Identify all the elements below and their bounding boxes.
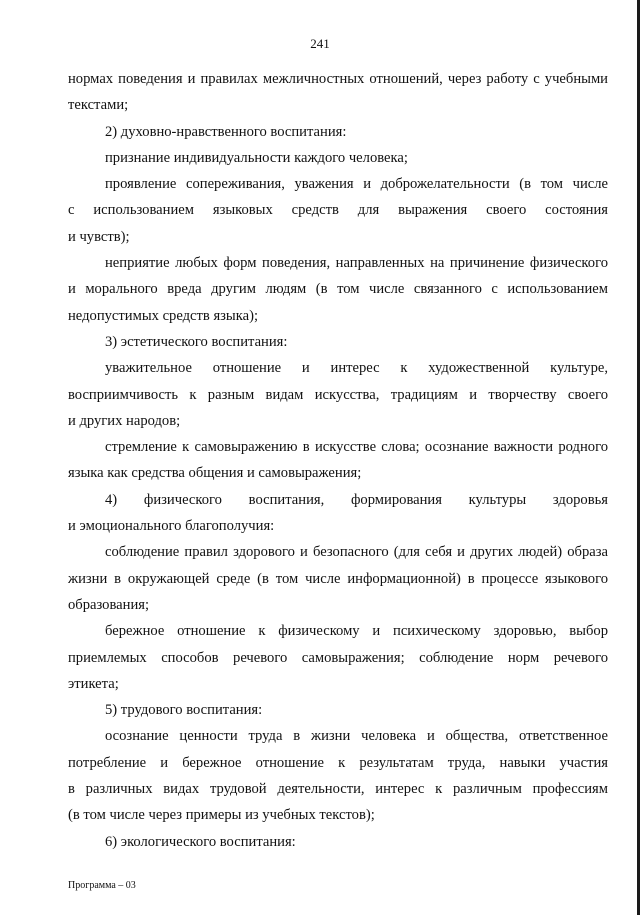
text-line: нормах поведения и правилах межличностных отношений, через работу с учебными (68, 71, 608, 87)
paragraph (68, 434, 608, 487)
paragraph (68, 539, 608, 618)
page-footer: Программа – 03 (68, 880, 136, 891)
text-line: этикета; (68, 675, 119, 692)
paragraph (68, 171, 608, 250)
text-line: в различных видах трудовой деятельности, интерес к различным профессиям (68, 781, 608, 798)
text-line: 3) эстетического воспитания: (105, 333, 288, 350)
text-line: уважительное отношение и интерес к художественной культуре, (105, 360, 608, 377)
text-line: потребление и бережное отношение к результатам труда, навыки участия (68, 754, 608, 771)
text-line: соблюдение правил здорового и безопасного (для себя и других людей) образа (105, 544, 608, 561)
paragraph (68, 487, 608, 540)
text-line: (в том числе через примеры из учебных текстов); (68, 807, 375, 824)
text-line: признание индивидуальности каждого человека; (105, 149, 408, 166)
text-line: недопустимых средств языка); (68, 307, 258, 324)
text-line: и чувств); (68, 228, 130, 245)
text-line: восприимчивость к разным видам искусства, традициям и творчеству своего (68, 386, 608, 403)
text-line: и морального вреда другим людям (в том числе связанного с использованием (68, 281, 608, 298)
text-line: стремление к самовыражению в искусстве слова; осознание важности родного (105, 439, 608, 456)
text-line: проявление сопереживания, уважения и доброжелательности (в том числе (105, 176, 608, 193)
paragraph (68, 618, 608, 697)
text-line: и других народов; (68, 412, 181, 429)
paragraph (68, 829, 608, 855)
text-line: неприятие любых форм поведения, направленных на причинение физического (105, 255, 608, 272)
paragraph (68, 250, 608, 329)
text-line: 5) трудового воспитания: (105, 702, 263, 719)
paragraph (68, 723, 608, 828)
text-line: и эмоционального благополучия: (68, 518, 275, 535)
text-line: 2) духовно-нравственного воспитания: (105, 123, 347, 140)
text-line: языка как средства общения и самовыражения; (68, 465, 362, 482)
paragraph (68, 329, 608, 355)
text-line: образования; (68, 596, 150, 613)
text-line: бережное отношение к физическому и психическому здоровью, выбор (105, 623, 608, 640)
paragraph (68, 697, 608, 723)
text-line: текстами; (68, 97, 129, 114)
paragraph (68, 355, 608, 434)
text-line: 4) физического воспитания, формирования культуры здоровья (105, 491, 608, 508)
text-line: 6) экологического воспитания: (105, 833, 296, 850)
text-line: приемлемых способов речевого самовыражения; соблюдение норм речевого (68, 649, 608, 666)
paragraph (68, 119, 608, 145)
document-body (68, 66, 608, 855)
text-line: осознание ценности труда в жизни человека и общества, ответственное (105, 728, 608, 745)
text-line: жизни в окружающей среде (в том числе информационной) в процессе языкового (68, 570, 608, 587)
page-number: 241 (310, 36, 330, 51)
paragraph (68, 66, 608, 119)
text-line: с использованием языковых средств для выражения своего состояния (68, 202, 608, 219)
paragraph (68, 145, 608, 171)
